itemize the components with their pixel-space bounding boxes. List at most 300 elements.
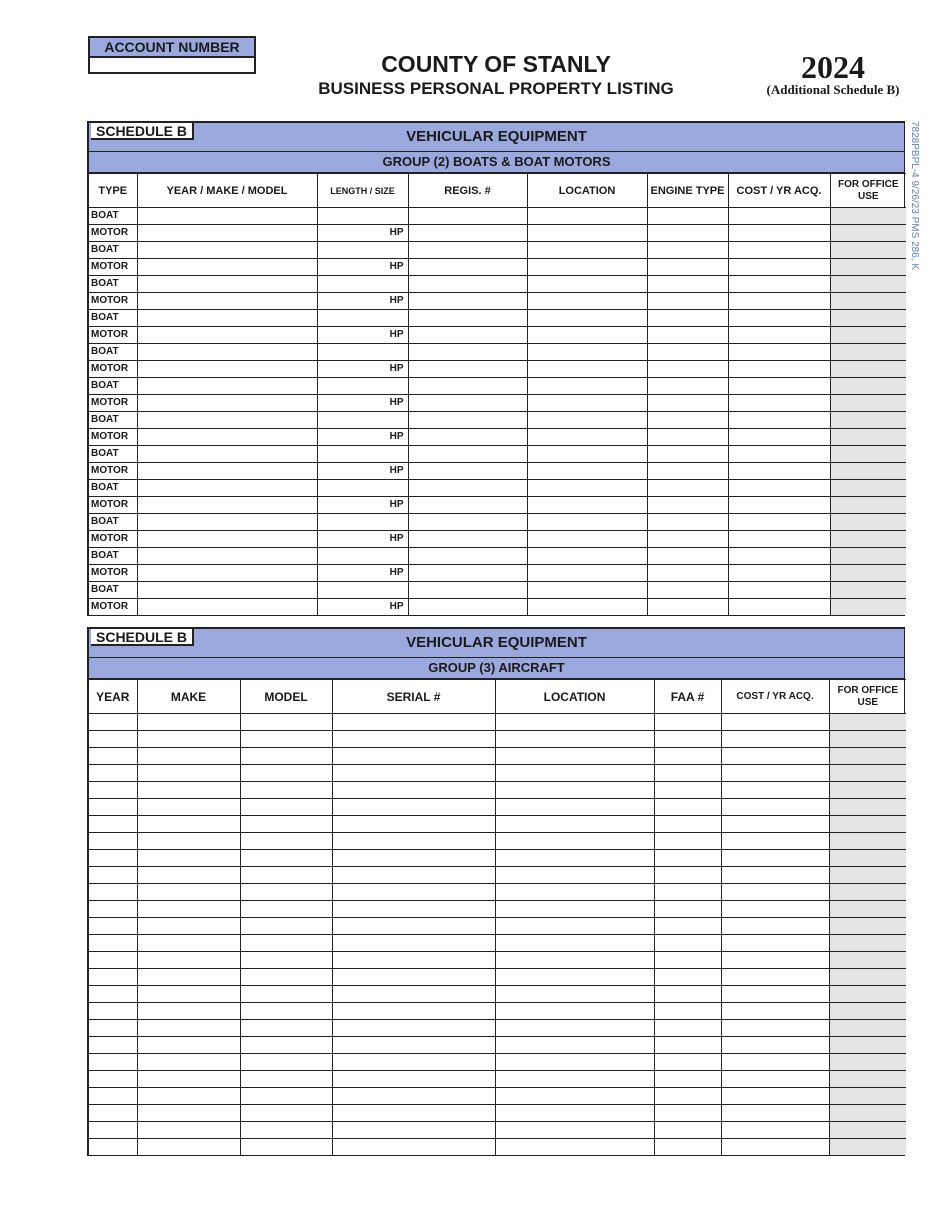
make-cell[interactable] <box>137 1037 240 1054</box>
engine-type-cell[interactable] <box>647 276 728 293</box>
length-size-cell[interactable] <box>317 276 408 293</box>
cost-yr-acq-cell[interactable] <box>721 765 829 782</box>
faa-cell[interactable] <box>654 952 721 969</box>
faa-cell[interactable] <box>654 969 721 986</box>
location-cell[interactable] <box>495 748 654 765</box>
year-make-model-cell[interactable] <box>137 293 317 310</box>
location-cell[interactable] <box>495 1037 654 1054</box>
location-cell[interactable] <box>527 480 647 497</box>
engine-type-cell[interactable] <box>647 412 728 429</box>
engine-type-cell[interactable] <box>647 446 728 463</box>
location-cell[interactable] <box>495 765 654 782</box>
location-cell[interactable] <box>527 242 647 259</box>
cost-yr-acq-cell[interactable] <box>728 208 830 225</box>
regis-cell[interactable] <box>408 276 527 293</box>
regis-cell[interactable] <box>408 259 527 276</box>
serial-cell[interactable] <box>332 731 495 748</box>
make-cell[interactable] <box>137 1088 240 1105</box>
make-cell[interactable] <box>137 782 240 799</box>
location-cell[interactable] <box>527 497 647 514</box>
location-cell[interactable] <box>527 565 647 582</box>
cost-yr-acq-cell[interactable] <box>721 1071 829 1088</box>
cost-yr-acq-cell[interactable] <box>728 582 830 599</box>
engine-type-cell[interactable] <box>647 259 728 276</box>
model-cell[interactable] <box>240 1139 332 1156</box>
serial-cell[interactable] <box>332 748 495 765</box>
model-cell[interactable] <box>240 1003 332 1020</box>
cost-yr-acq-cell[interactable] <box>728 514 830 531</box>
location-cell[interactable] <box>495 1020 654 1037</box>
location-cell[interactable] <box>527 599 647 616</box>
make-cell[interactable] <box>137 765 240 782</box>
cost-yr-acq-cell[interactable] <box>728 446 830 463</box>
regis-cell[interactable] <box>408 446 527 463</box>
year-make-model-cell[interactable] <box>137 378 317 395</box>
cost-yr-acq-cell[interactable] <box>721 901 829 918</box>
location-cell[interactable] <box>495 884 654 901</box>
cost-yr-acq-cell[interactable] <box>721 1139 829 1156</box>
model-cell[interactable] <box>240 731 332 748</box>
regis-cell[interactable] <box>408 293 527 310</box>
cost-yr-acq-cell[interactable] <box>721 1105 829 1122</box>
serial-cell[interactable] <box>332 1071 495 1088</box>
cost-yr-acq-cell[interactable] <box>728 293 830 310</box>
engine-type-cell[interactable] <box>647 344 728 361</box>
year-make-model-cell[interactable] <box>137 259 317 276</box>
engine-type-cell[interactable] <box>647 480 728 497</box>
cost-yr-acq-cell[interactable] <box>721 714 829 731</box>
cost-yr-acq-cell[interactable] <box>721 986 829 1003</box>
cost-yr-acq-cell[interactable] <box>721 935 829 952</box>
serial-cell[interactable] <box>332 969 495 986</box>
make-cell[interactable] <box>137 884 240 901</box>
length-size-cell[interactable] <box>317 412 408 429</box>
model-cell[interactable] <box>240 935 332 952</box>
model-cell[interactable] <box>240 1105 332 1122</box>
length-size-cell[interactable] <box>317 446 408 463</box>
cost-yr-acq-cell[interactable] <box>728 310 830 327</box>
model-cell[interactable] <box>240 1054 332 1071</box>
regis-cell[interactable] <box>408 208 527 225</box>
cost-yr-acq-cell[interactable] <box>728 344 830 361</box>
faa-cell[interactable] <box>654 1088 721 1105</box>
serial-cell[interactable] <box>332 986 495 1003</box>
model-cell[interactable] <box>240 1020 332 1037</box>
serial-cell[interactable] <box>332 1139 495 1156</box>
serial-cell[interactable] <box>332 918 495 935</box>
length-size-cell[interactable] <box>317 582 408 599</box>
faa-cell[interactable] <box>654 1003 721 1020</box>
length-size-cell[interactable] <box>317 480 408 497</box>
year-cell[interactable] <box>89 1037 137 1054</box>
regis-cell[interactable] <box>408 463 527 480</box>
cost-yr-acq-cell[interactable] <box>728 565 830 582</box>
length-size-cell[interactable] <box>317 208 408 225</box>
location-cell[interactable] <box>527 344 647 361</box>
cost-yr-acq-cell[interactable] <box>721 731 829 748</box>
location-cell[interactable] <box>495 1088 654 1105</box>
model-cell[interactable] <box>240 1088 332 1105</box>
hp-cell[interactable]: HP <box>317 599 408 616</box>
faa-cell[interactable] <box>654 816 721 833</box>
faa-cell[interactable] <box>654 901 721 918</box>
regis-cell[interactable] <box>408 548 527 565</box>
serial-cell[interactable] <box>332 714 495 731</box>
make-cell[interactable] <box>137 935 240 952</box>
regis-cell[interactable] <box>408 599 527 616</box>
year-make-model-cell[interactable] <box>137 344 317 361</box>
faa-cell[interactable] <box>654 1122 721 1139</box>
cost-yr-acq-cell[interactable] <box>721 1054 829 1071</box>
length-size-cell[interactable] <box>317 548 408 565</box>
hp-cell[interactable]: HP <box>317 293 408 310</box>
make-cell[interactable] <box>137 1071 240 1088</box>
serial-cell[interactable] <box>332 816 495 833</box>
year-cell[interactable] <box>89 884 137 901</box>
location-cell[interactable] <box>495 731 654 748</box>
year-cell[interactable] <box>89 1054 137 1071</box>
cost-yr-acq-cell[interactable] <box>721 782 829 799</box>
regis-cell[interactable] <box>408 395 527 412</box>
serial-cell[interactable] <box>332 850 495 867</box>
location-cell[interactable] <box>495 952 654 969</box>
model-cell[interactable] <box>240 799 332 816</box>
year-cell[interactable] <box>89 1088 137 1105</box>
faa-cell[interactable] <box>654 986 721 1003</box>
cost-yr-acq-cell[interactable] <box>721 1088 829 1105</box>
serial-cell[interactable] <box>332 1105 495 1122</box>
year-cell[interactable] <box>89 1105 137 1122</box>
year-make-model-cell[interactable] <box>137 225 317 242</box>
make-cell[interactable] <box>137 850 240 867</box>
year-cell[interactable] <box>89 867 137 884</box>
make-cell[interactable] <box>137 799 240 816</box>
cost-yr-acq-cell[interactable] <box>728 480 830 497</box>
cost-yr-acq-cell[interactable] <box>728 361 830 378</box>
location-cell[interactable] <box>495 867 654 884</box>
engine-type-cell[interactable] <box>647 548 728 565</box>
faa-cell[interactable] <box>654 765 721 782</box>
location-cell[interactable] <box>495 714 654 731</box>
location-cell[interactable] <box>495 833 654 850</box>
location-cell[interactable] <box>495 1139 654 1156</box>
cost-yr-acq-cell[interactable] <box>721 1003 829 1020</box>
hp-cell[interactable]: HP <box>317 463 408 480</box>
year-cell[interactable] <box>89 1003 137 1020</box>
cost-yr-acq-cell[interactable] <box>721 884 829 901</box>
location-cell[interactable] <box>527 412 647 429</box>
serial-cell[interactable] <box>332 1088 495 1105</box>
hp-cell[interactable]: HP <box>317 395 408 412</box>
location-cell[interactable] <box>527 395 647 412</box>
model-cell[interactable] <box>240 918 332 935</box>
regis-cell[interactable] <box>408 361 527 378</box>
year-cell[interactable] <box>89 782 137 799</box>
make-cell[interactable] <box>137 952 240 969</box>
cost-yr-acq-cell[interactable] <box>721 1020 829 1037</box>
location-cell[interactable] <box>495 986 654 1003</box>
location-cell[interactable] <box>495 782 654 799</box>
faa-cell[interactable] <box>654 1071 721 1088</box>
model-cell[interactable] <box>240 850 332 867</box>
model-cell[interactable] <box>240 1037 332 1054</box>
location-cell[interactable] <box>527 446 647 463</box>
cost-yr-acq-cell[interactable] <box>728 395 830 412</box>
location-cell[interactable] <box>527 293 647 310</box>
year-make-model-cell[interactable] <box>137 429 317 446</box>
serial-cell[interactable] <box>332 782 495 799</box>
make-cell[interactable] <box>137 748 240 765</box>
faa-cell[interactable] <box>654 918 721 935</box>
model-cell[interactable] <box>240 952 332 969</box>
year-make-model-cell[interactable] <box>137 463 317 480</box>
year-make-model-cell[interactable] <box>137 514 317 531</box>
cost-yr-acq-cell[interactable] <box>728 497 830 514</box>
account-number-field[interactable] <box>90 58 254 74</box>
faa-cell[interactable] <box>654 1037 721 1054</box>
make-cell[interactable] <box>137 1105 240 1122</box>
serial-cell[interactable] <box>332 1003 495 1020</box>
make-cell[interactable] <box>137 1054 240 1071</box>
year-cell[interactable] <box>89 850 137 867</box>
location-cell[interactable] <box>527 276 647 293</box>
cost-yr-acq-cell[interactable] <box>728 599 830 616</box>
engine-type-cell[interactable] <box>647 582 728 599</box>
engine-type-cell[interactable] <box>647 242 728 259</box>
year-make-model-cell[interactable] <box>137 276 317 293</box>
year-make-model-cell[interactable] <box>137 565 317 582</box>
cost-yr-acq-cell[interactable] <box>721 850 829 867</box>
make-cell[interactable] <box>137 714 240 731</box>
year-make-model-cell[interactable] <box>137 361 317 378</box>
make-cell[interactable] <box>137 816 240 833</box>
year-make-model-cell[interactable] <box>137 599 317 616</box>
model-cell[interactable] <box>240 714 332 731</box>
engine-type-cell[interactable] <box>647 225 728 242</box>
location-cell[interactable] <box>495 969 654 986</box>
engine-type-cell[interactable] <box>647 310 728 327</box>
hp-cell[interactable]: HP <box>317 565 408 582</box>
location-cell[interactable] <box>527 463 647 480</box>
cost-yr-acq-cell[interactable] <box>728 378 830 395</box>
regis-cell[interactable] <box>408 429 527 446</box>
faa-cell[interactable] <box>654 714 721 731</box>
model-cell[interactable] <box>240 765 332 782</box>
year-cell[interactable] <box>89 1071 137 1088</box>
year-cell[interactable] <box>89 816 137 833</box>
location-cell[interactable] <box>495 1003 654 1020</box>
location-cell[interactable] <box>495 918 654 935</box>
location-cell[interactable] <box>495 935 654 952</box>
regis-cell[interactable] <box>408 310 527 327</box>
engine-type-cell[interactable] <box>647 514 728 531</box>
engine-type-cell[interactable] <box>647 327 728 344</box>
year-cell[interactable] <box>89 986 137 1003</box>
cost-yr-acq-cell[interactable] <box>721 952 829 969</box>
cost-yr-acq-cell[interactable] <box>728 548 830 565</box>
make-cell[interactable] <box>137 867 240 884</box>
hp-cell[interactable]: HP <box>317 327 408 344</box>
location-cell[interactable] <box>527 225 647 242</box>
location-cell[interactable] <box>527 310 647 327</box>
faa-cell[interactable] <box>654 731 721 748</box>
serial-cell[interactable] <box>332 884 495 901</box>
faa-cell[interactable] <box>654 1020 721 1037</box>
engine-type-cell[interactable] <box>647 599 728 616</box>
serial-cell[interactable] <box>332 765 495 782</box>
cost-yr-acq-cell[interactable] <box>721 833 829 850</box>
model-cell[interactable] <box>240 969 332 986</box>
model-cell[interactable] <box>240 986 332 1003</box>
make-cell[interactable] <box>137 986 240 1003</box>
make-cell[interactable] <box>137 731 240 748</box>
model-cell[interactable] <box>240 748 332 765</box>
faa-cell[interactable] <box>654 867 721 884</box>
engine-type-cell[interactable] <box>647 429 728 446</box>
cost-yr-acq-cell[interactable] <box>728 429 830 446</box>
year-make-model-cell[interactable] <box>137 242 317 259</box>
serial-cell[interactable] <box>332 1020 495 1037</box>
serial-cell[interactable] <box>332 867 495 884</box>
regis-cell[interactable] <box>408 344 527 361</box>
engine-type-cell[interactable] <box>647 361 728 378</box>
regis-cell[interactable] <box>408 378 527 395</box>
regis-cell[interactable] <box>408 514 527 531</box>
cost-yr-acq-cell[interactable] <box>721 918 829 935</box>
model-cell[interactable] <box>240 1071 332 1088</box>
model-cell[interactable] <box>240 884 332 901</box>
regis-cell[interactable] <box>408 327 527 344</box>
make-cell[interactable] <box>137 969 240 986</box>
cost-yr-acq-cell[interactable] <box>728 276 830 293</box>
engine-type-cell[interactable] <box>647 531 728 548</box>
hp-cell[interactable]: HP <box>317 361 408 378</box>
hp-cell[interactable]: HP <box>317 497 408 514</box>
faa-cell[interactable] <box>654 1054 721 1071</box>
location-cell[interactable] <box>495 901 654 918</box>
engine-type-cell[interactable] <box>647 293 728 310</box>
year-cell[interactable] <box>89 765 137 782</box>
location-cell[interactable] <box>527 378 647 395</box>
year-cell[interactable] <box>89 833 137 850</box>
serial-cell[interactable] <box>332 1054 495 1071</box>
location-cell[interactable] <box>527 548 647 565</box>
cost-yr-acq-cell[interactable] <box>721 799 829 816</box>
make-cell[interactable] <box>137 1020 240 1037</box>
cost-yr-acq-cell[interactable] <box>728 463 830 480</box>
model-cell[interactable] <box>240 1122 332 1139</box>
cost-yr-acq-cell[interactable] <box>721 867 829 884</box>
year-cell[interactable] <box>89 1020 137 1037</box>
make-cell[interactable] <box>137 918 240 935</box>
engine-type-cell[interactable] <box>647 497 728 514</box>
year-cell[interactable] <box>89 1139 137 1156</box>
year-make-model-cell[interactable] <box>137 395 317 412</box>
year-make-model-cell[interactable] <box>137 327 317 344</box>
serial-cell[interactable] <box>332 935 495 952</box>
location-cell[interactable] <box>527 361 647 378</box>
year-make-model-cell[interactable] <box>137 412 317 429</box>
location-cell[interactable] <box>527 429 647 446</box>
cost-yr-acq-cell[interactable] <box>728 327 830 344</box>
length-size-cell[interactable] <box>317 310 408 327</box>
make-cell[interactable] <box>137 1139 240 1156</box>
serial-cell[interactable] <box>332 901 495 918</box>
faa-cell[interactable] <box>654 935 721 952</box>
regis-cell[interactable] <box>408 497 527 514</box>
year-cell[interactable] <box>89 714 137 731</box>
regis-cell[interactable] <box>408 242 527 259</box>
year-make-model-cell[interactable] <box>137 548 317 565</box>
faa-cell[interactable] <box>654 833 721 850</box>
serial-cell[interactable] <box>332 833 495 850</box>
year-cell[interactable] <box>89 748 137 765</box>
model-cell[interactable] <box>240 901 332 918</box>
model-cell[interactable] <box>240 782 332 799</box>
length-size-cell[interactable] <box>317 344 408 361</box>
location-cell[interactable] <box>527 208 647 225</box>
serial-cell[interactable] <box>332 1122 495 1139</box>
regis-cell[interactable] <box>408 565 527 582</box>
regis-cell[interactable] <box>408 480 527 497</box>
year-cell[interactable] <box>89 952 137 969</box>
regis-cell[interactable] <box>408 582 527 599</box>
make-cell[interactable] <box>137 833 240 850</box>
location-cell[interactable] <box>527 514 647 531</box>
year-make-model-cell[interactable] <box>137 208 317 225</box>
location-cell[interactable] <box>495 1122 654 1139</box>
serial-cell[interactable] <box>332 1037 495 1054</box>
regis-cell[interactable] <box>408 225 527 242</box>
length-size-cell[interactable] <box>317 378 408 395</box>
cost-yr-acq-cell[interactable] <box>728 225 830 242</box>
length-size-cell[interactable] <box>317 514 408 531</box>
location-cell[interactable] <box>527 582 647 599</box>
faa-cell[interactable] <box>654 782 721 799</box>
make-cell[interactable] <box>137 1003 240 1020</box>
regis-cell[interactable] <box>408 531 527 548</box>
cost-yr-acq-cell[interactable] <box>728 412 830 429</box>
hp-cell[interactable]: HP <box>317 429 408 446</box>
make-cell[interactable] <box>137 901 240 918</box>
model-cell[interactable] <box>240 867 332 884</box>
engine-type-cell[interactable] <box>647 565 728 582</box>
engine-type-cell[interactable] <box>647 208 728 225</box>
cost-yr-acq-cell[interactable] <box>728 259 830 276</box>
year-cell[interactable] <box>89 799 137 816</box>
cost-yr-acq-cell[interactable] <box>721 1037 829 1054</box>
location-cell[interactable] <box>495 1071 654 1088</box>
faa-cell[interactable] <box>654 1105 721 1122</box>
length-size-cell[interactable] <box>317 242 408 259</box>
hp-cell[interactable]: HP <box>317 259 408 276</box>
hp-cell[interactable]: HP <box>317 531 408 548</box>
hp-cell[interactable]: HP <box>317 225 408 242</box>
engine-type-cell[interactable] <box>647 378 728 395</box>
year-make-model-cell[interactable] <box>137 582 317 599</box>
location-cell[interactable] <box>527 259 647 276</box>
faa-cell[interactable] <box>654 1139 721 1156</box>
year-make-model-cell[interactable] <box>137 531 317 548</box>
cost-yr-acq-cell[interactable] <box>721 816 829 833</box>
year-make-model-cell[interactable] <box>137 310 317 327</box>
year-cell[interactable] <box>89 731 137 748</box>
year-make-model-cell[interactable] <box>137 497 317 514</box>
cost-yr-acq-cell[interactable] <box>721 748 829 765</box>
year-make-model-cell[interactable] <box>137 480 317 497</box>
year-cell[interactable] <box>89 901 137 918</box>
serial-cell[interactable] <box>332 799 495 816</box>
